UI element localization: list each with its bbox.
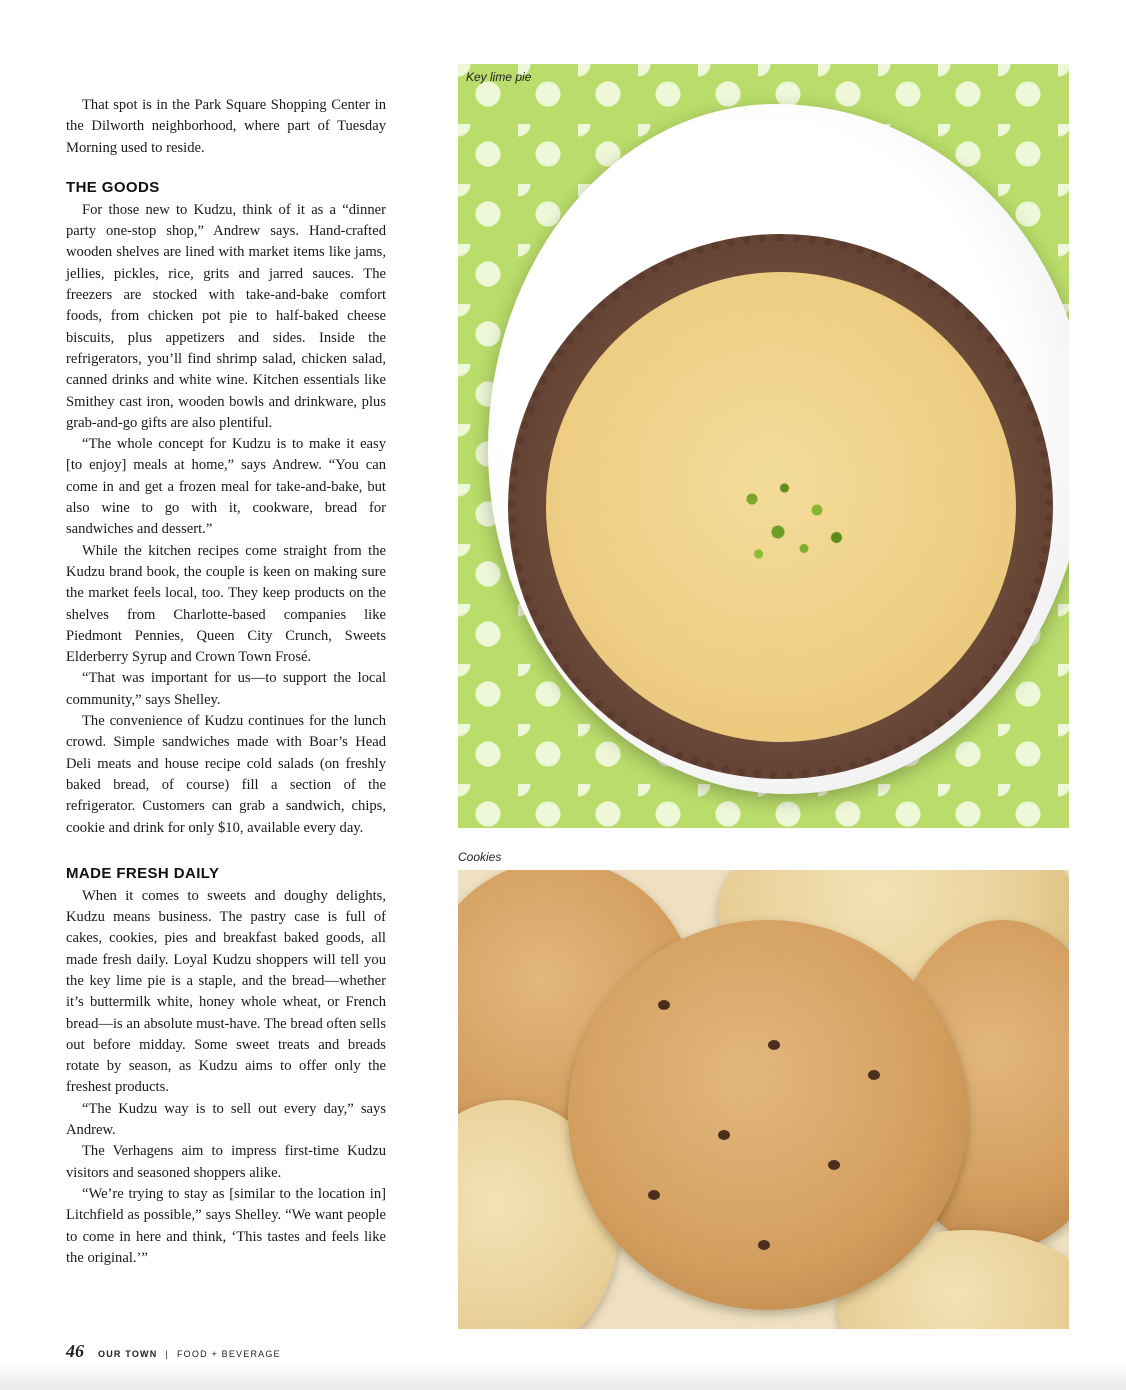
key-lime-pie-photo (458, 64, 1069, 828)
section-name: FOOD + BEVERAGE (176, 1349, 281, 1359)
pie-plate (488, 104, 1069, 794)
publication-name: OUR TOWN (98, 1349, 158, 1359)
footer-separator: | (165, 1349, 169, 1359)
pie-caption: Key lime pie (466, 70, 532, 84)
lime-zest-garnish (726, 466, 856, 576)
intro-paragraph: That spot is in the Park Square Shopping Center in the Dilworth neighborhood, where part of Tuesday Morning used to reside. (66, 97, 386, 156)
goods-paragraph: While the kitchen recipes come straight from the Kudzu brand book, the couple is keen on making sure the market feels local, too. They keep products on the shelves from Charlotte-based companies like Piedmont Pennies, Queen City Crunch, Sweets Elderberry Syrup and Crown Town Frosé. (66, 542, 386, 666)
page-number: 46 (66, 1341, 84, 1361)
fresh-paragraph: The Verhagens aim to impress first-time Kudzu visitors and seasoned shoppers alike. (66, 1143, 386, 1181)
cookies-caption: Cookies (458, 850, 502, 864)
fresh-paragraph: When it comes to sweets and doughy delights, Kudzu means business. The pastry case is full of cakes, cookies, pies and breakfast baked goods, all made fresh daily. Loyal Kudzu shoppers will tell you the key lime pie is a staple, and the bread—whether it’s buttermilk white, honey whole wheat, or French bread—is an absolute must-have. The bread often sells out before midday. Some sweet treats and breads rotate by season, as Kudzu aims to offer only the freshest products. (66, 887, 386, 1096)
section-heading-goods: THE GOODS (66, 178, 160, 196)
goods-paragraph: The convenience of Kudzu continues for the lunch crowd. Simple sandwiches made with Boar’s Head Deli meats and house recipe cold salads (on freshly baked bread, of course) fill a section of the refrigerator. Customers can grab a sandwich, chips, cookie and drink for only $10, available every day. (66, 713, 386, 836)
goods-paragraph: For those new to Kudzu, think of it as a “dinner party one-stop shop,” Andrew says. Hand-crafted wooden shelves are lined with market items like jams, jellies, pickles, rice, grits and jarred sauces. The freezers are stocked with take-and-bake comfort foods, from chicken pot pie to half-baked cheese biscuits, plus appetizers and sides. Inside the refrigerators, you’ll find shrimp salad, chicken salad, canned drinks and white wine. Kitchen essentials like Smithey cast iron, wooden bowls and drinkware, plus grab-and-go gifts are also plentiful. (66, 201, 386, 431)
goods-paragraph: “The whole concept for Kudzu is to make it easy [to enjoy] meals at home,” says Andrew. “You can come in and get a frozen meal for take-and-bake, but also wine to go with it, cookware, bread for sandwiches and dessert.” (66, 436, 386, 538)
goods-paragraph: “That was important for us—to support the local community,” says Shelley. (66, 670, 386, 708)
bottom-shadow (0, 1362, 1126, 1390)
fresh-paragraph: “We’re trying to stay as [similar to the location in] Litchfield as possible,” says Shelley. “We want people to come in here and think, ‘This tastes and feels like the original.’” (66, 1185, 386, 1266)
cookie (568, 920, 968, 1310)
article-column (66, 95, 386, 1269)
fresh-paragraph: “The Kudzu way is to sell out every day,” says Andrew. (66, 1100, 386, 1139)
section-heading-made-fresh: MADE FRESH DAILY (66, 864, 220, 882)
cookies-photo (458, 870, 1069, 1329)
page-footer (66, 1341, 281, 1362)
